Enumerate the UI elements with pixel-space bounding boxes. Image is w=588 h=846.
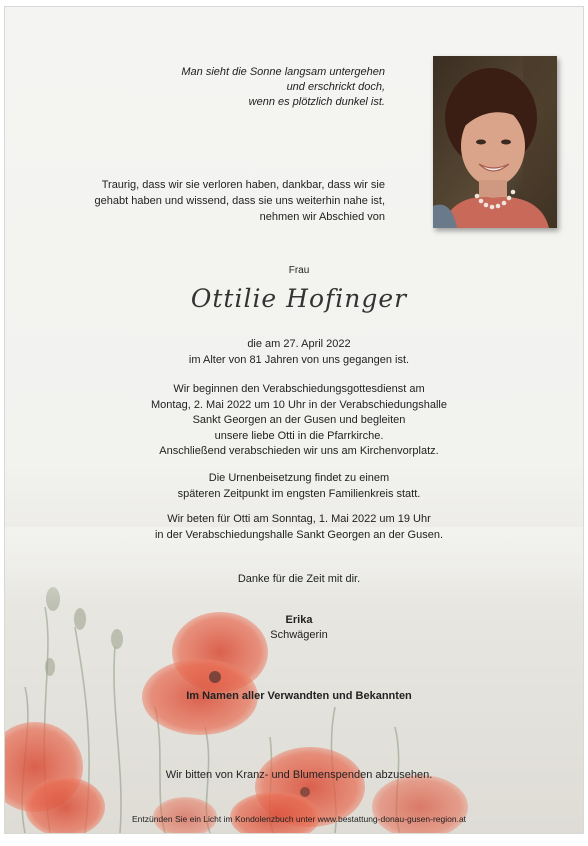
service-info [5,382,584,460]
intro-text [53,177,385,225]
prayer-line: in der Verabschiedungshalle Sankt Georgen an der Gusen. [154,528,444,541]
death-info-line: im Alter von 81 Jahren von uns gegangen ist. [188,353,410,366]
thanks-text: Danke für die Zeit mit dir. [237,573,361,585]
death-info-line: die am 27. April 2022 [247,338,351,350]
condolence-footer: Entzünden Sie ein Licht im Kondolenzbuch unter www.bestattung-donau-gusen-region.at [131,814,467,824]
service-line: Anschließend verabschieden wir uns am Kirchenvorplatz. [159,445,439,457]
quote-line: und erschrickt doch, [286,81,385,93]
service-line: Sankt Georgen an der Gusen und begleiten [192,414,406,426]
death-info [5,337,584,368]
service-line: unsere liebe Otti in die Pfarrkirche. [214,429,384,442]
quote-line: wenn es plötzlich dunkel ist. [248,96,385,108]
wreath-note: Wir bitten von Kranz- und Blumenspenden abzusehen. [165,769,433,781]
urn-line: Die Urnenbeisetzung findet zu einem [208,472,390,484]
opening-quote [135,65,385,110]
intro-line: nehmen wir Abschied von [259,211,385,223]
signature-name: Erika [285,614,313,626]
portrait-photo [433,56,557,228]
intro-line: gehabt haben und wissend, dass sie uns weiterhin nahe ist, [94,195,385,207]
title-prefix: Frau [288,265,310,276]
urn-line: späteren Zeitpunkt im engsten Familienkreis statt. [177,487,421,500]
service-line: Montag, 2. Mai 2022 um 10 Uhr in der Verabschiedungshalle [151,398,447,411]
obituary-card [4,6,584,834]
signature-role: Schwägerin [270,629,328,641]
quote-line: Man sieht die Sonne langsam untergehen [181,66,385,78]
intro-line: Traurig, dass wir sie verloren haben, dankbar, dass wir sie [101,179,385,191]
urn-info [5,471,584,502]
family-line: Im Namen aller Verwandten und Bekannten [186,690,412,702]
prayer-info [5,512,584,543]
deceased-name: Ottilie Hofinger [190,284,408,313]
service-line: Wir beginnen den Verabschiedungsgottesdienst am [173,383,425,395]
prayer-line: Wir beten für Otti am Sonntag, 1. Mai 2022 um 19 Uhr [167,513,431,525]
